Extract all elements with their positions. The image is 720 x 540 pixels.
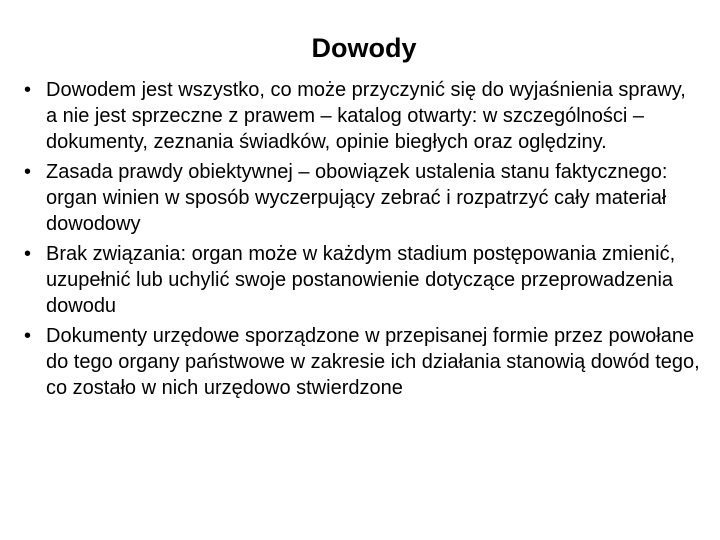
bullet-item [20, 159, 700, 237]
bullet-text: Zasada prawdy obiektywnej – obowiązek ustalenia stanu faktycznego: organ winien w sposób wyczerpujący zebrać i rozpatrzyć cały materiał dowodowy [46, 161, 668, 235]
bullet-item [20, 241, 700, 319]
bullet-text: Brak związania: organ może w każdym stadium postępowania zmienić, uzupełnić lub uchylić swoje postanowienie dotyczące przeprowadzenia dowodu [46, 243, 676, 317]
bullet-icon: • [24, 243, 32, 265]
slide-title: Dowody [311, 33, 417, 63]
bullet-text: Dowodem jest wszystko, co może przyczynić się do wyjaśnienia sprawy, a nie jest sprzeczne z prawem – katalog otwarty: w szczególności – dokumenty, zeznania świadków, opinie biegłych oraz oględziny. [46, 79, 686, 153]
bullet-icon: • [24, 161, 32, 183]
bullet-list [20, 77, 700, 405]
bullet-item [20, 323, 700, 401]
bullet-icon: • [24, 325, 32, 347]
bullet-icon: • [24, 79, 32, 101]
bullet-item [20, 77, 700, 155]
bullet-text: Dokumenty urzędowe sporządzone w przepisanej formie przez powołane do tego organy państwowe w zakresie ich działania stanowią dowód tego, co zostało w nich urzędowo stwierdzone [46, 325, 700, 399]
